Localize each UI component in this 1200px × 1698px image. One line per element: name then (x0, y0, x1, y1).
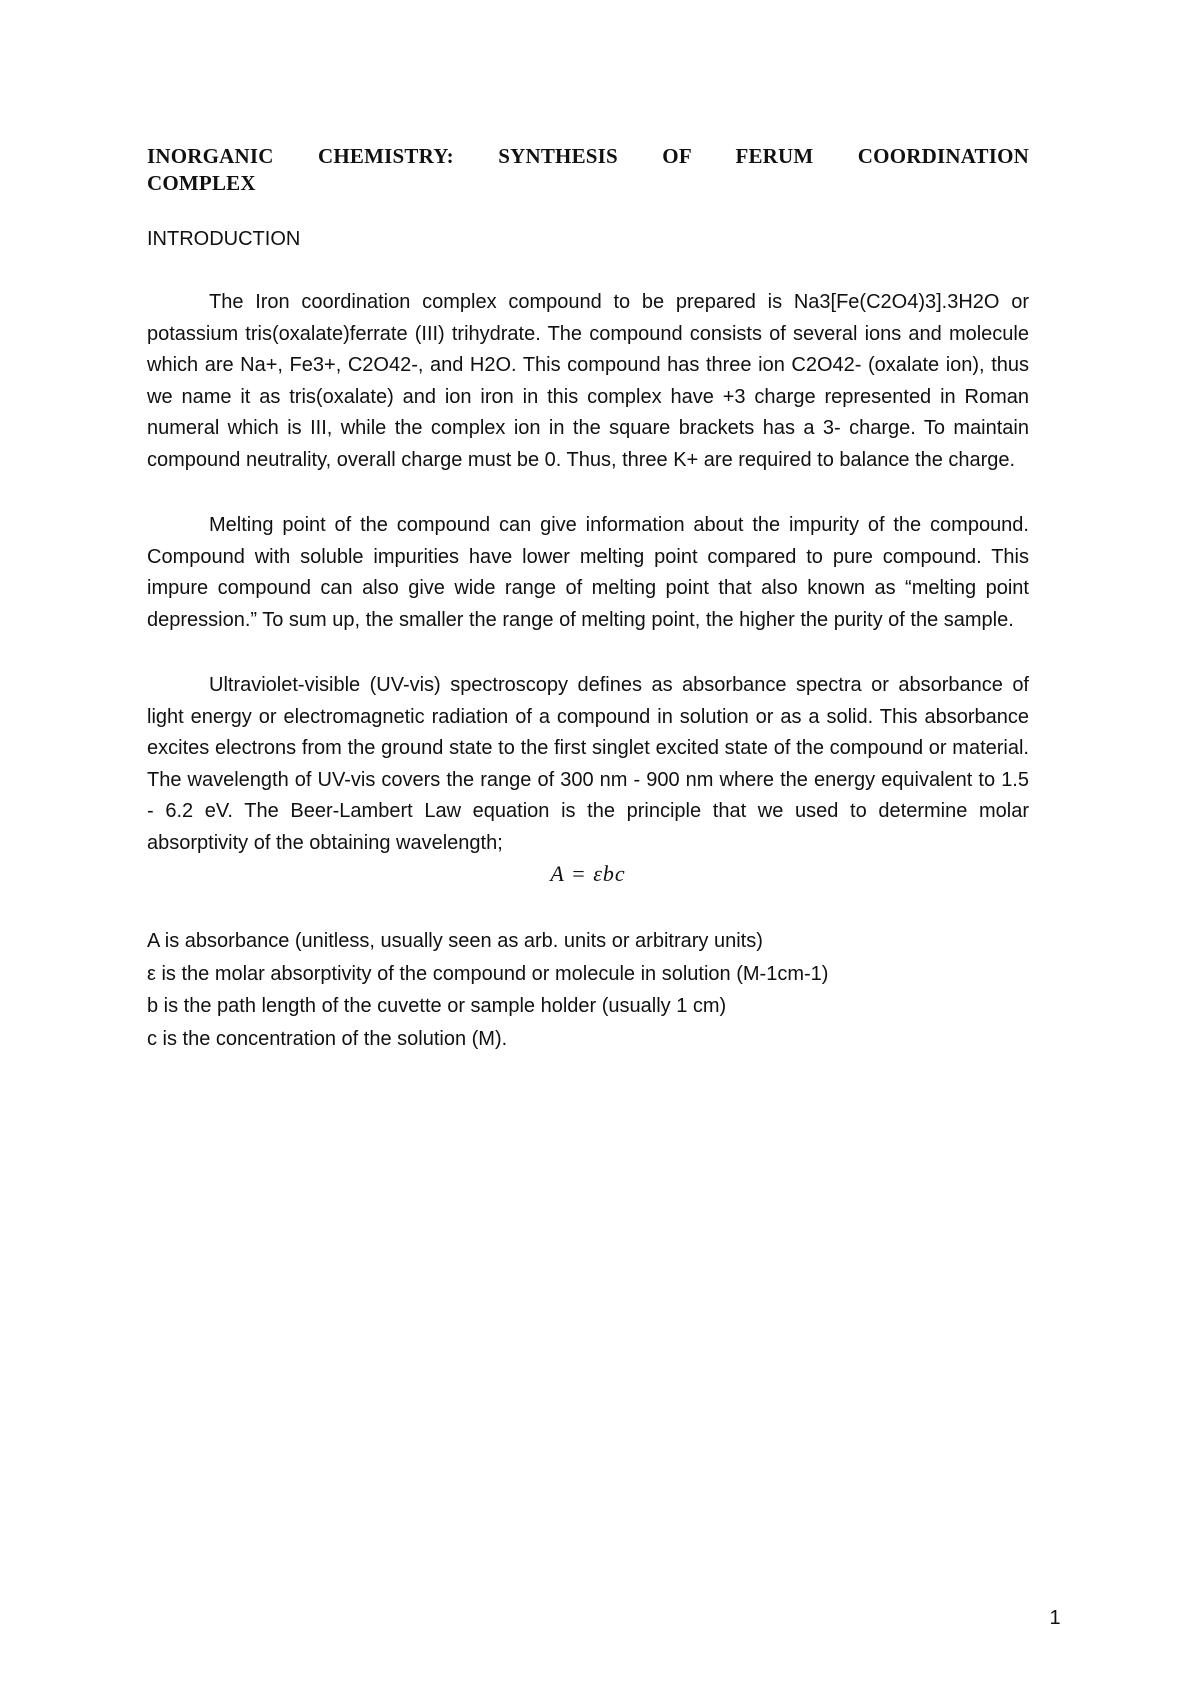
page-content (147, 143, 1029, 1055)
paragraph-coordination-complex: The Iron coordination complex compound to be prepared is Na3[Fe(C2O4)3].3H2O or potassium tris(oxalate)ferrate (III) trihydrate. The compound consists of several ions and molecule which are Na+, Fe3+, C2O42-, and H2O. This compound has three ion C2O42- (oxalate ion), thus we name it as tris(oxalate) and ion iron in this complex have +3 charge represented in Roman numeral which is III, while the complex ion in the square brackets has a 3- charge. To maintain compound neutrality, overall charge must be 0. Thus, three K+ are required to balance the charge. (147, 291, 1029, 471)
definition-absorbance: A is absorbance (unitless, usually seen as arb. units or arbitrary units) (147, 930, 763, 952)
paragraph-melting-point: Melting point of the compound can give information about the impurity of the compound. Compound with soluble impurities have lower melting point compared to pure compound. This impure compound can also give wide range of melting point that also known as “melting point depression.” To sum up, the smaller the range of melting point, the higher the purity of the sample. (147, 514, 1029, 631)
paragraph-uv-vis: Ultraviolet-visible (UV-vis) spectroscopy defines as absorbance spectra or absorbance of light energy or electromagnetic radiation of a compound in solution or as a solid. This absorbance excites electrons from the ground state to the first singlet excited state of the compound or material. The wavelength of UV-vis covers the range of 300 nm - 900 nm where the energy equivalent to 1.5 - 6.2 eV. The Beer-Lambert Law equation is the principle that we used to determine molar absorptivity of the obtaining wavelength; (147, 674, 1029, 854)
definition-molar-absorptivity: ε is the molar absorptivity of the compound or molecule in solution (M-1cm-1) (147, 962, 829, 985)
section-heading: INTRODUCTION (147, 228, 301, 250)
beer-lambert-equation: A = εbc (550, 861, 626, 886)
variable-definitions (147, 925, 1029, 1055)
page-number: 1 (1049, 1607, 1061, 1629)
definition-concentration: c is the concentration of the solution (M). (147, 1027, 508, 1050)
definition-path-length: b is the path length of the cuvette or sample holder (usually 1 cm) (147, 995, 727, 1017)
document-title: INORGANIC CHEMISTRY: SYNTHESIS OF FERUM COORDINATION COMPLEX (147, 144, 1029, 195)
